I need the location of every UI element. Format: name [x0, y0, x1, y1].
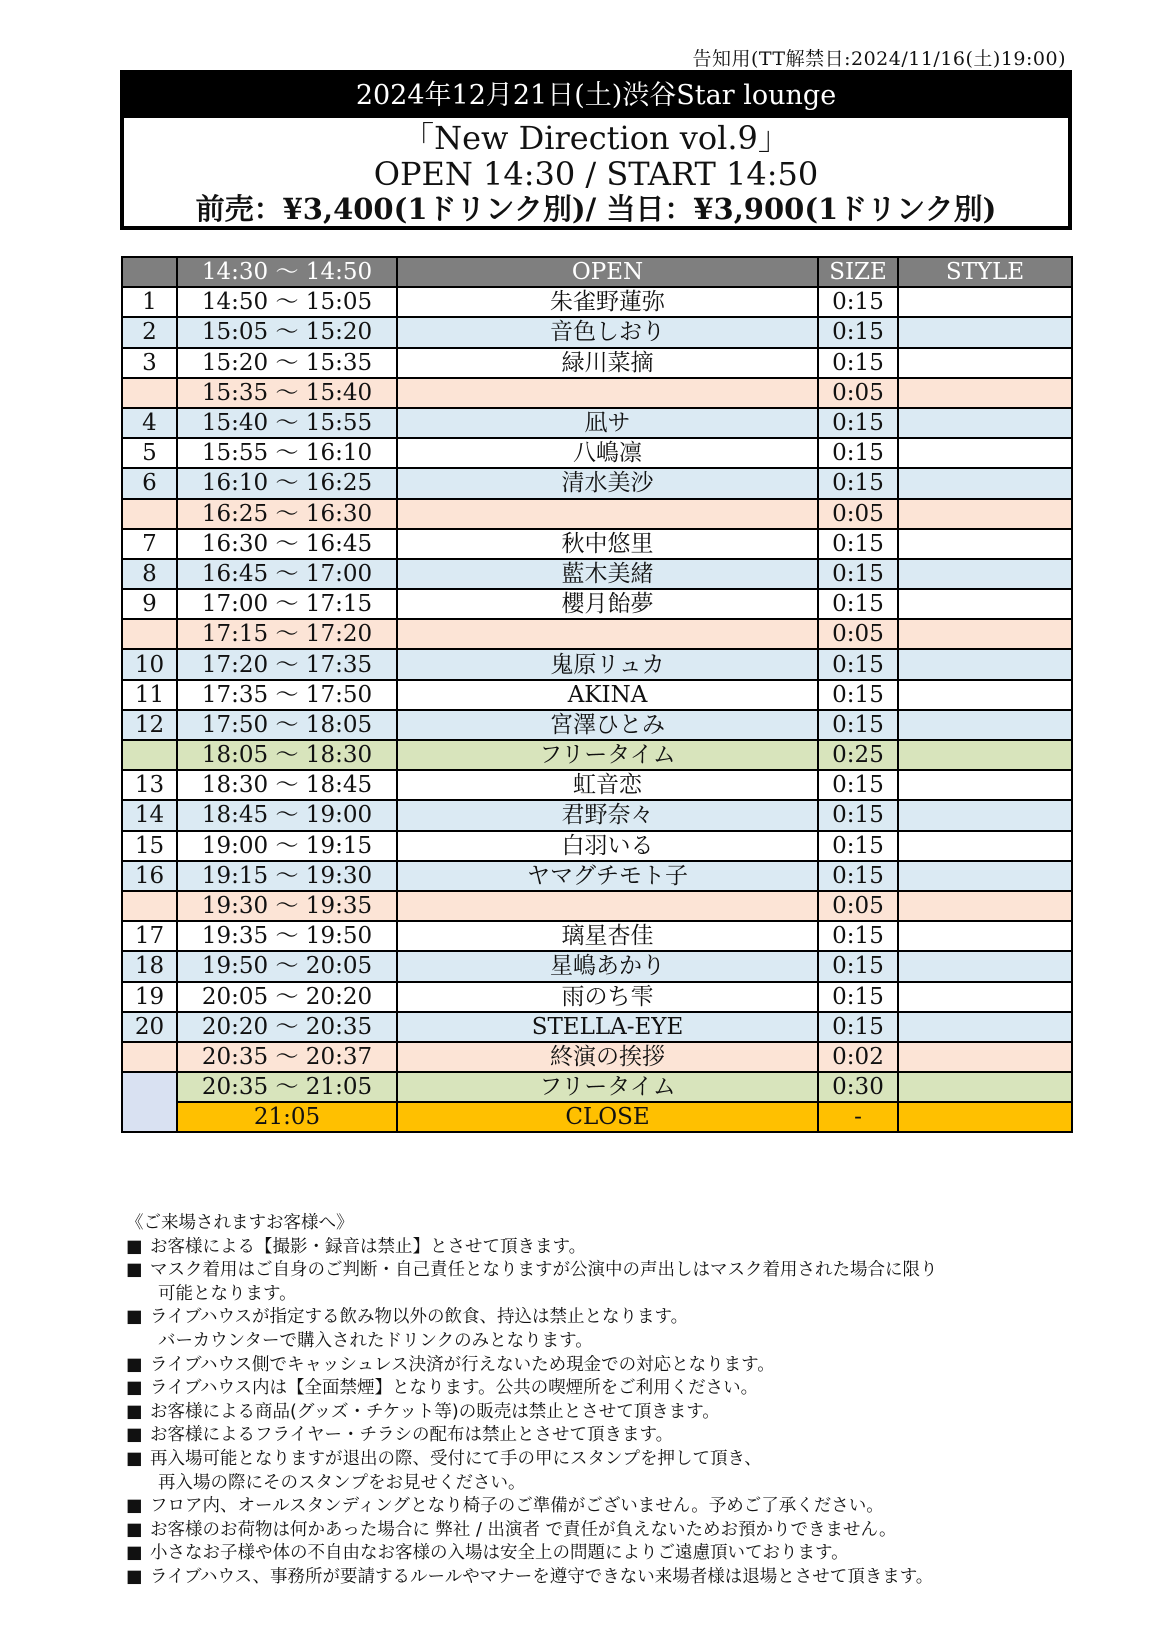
- row-size: 0:25: [818, 740, 898, 770]
- note-text: フロア内、オールスタンディングとなり椅子のご準備がございません。予めご了承ください。: [150, 1496, 884, 1517]
- row-time: 19:30 ～ 19:35: [177, 891, 397, 921]
- row-number: 15: [122, 831, 177, 861]
- row-number: 2: [122, 317, 177, 347]
- event-info: [124, 118, 1068, 226]
- row-style: [898, 710, 1072, 740]
- row-number: 1: [122, 287, 177, 317]
- row-size: 0:05: [818, 891, 898, 921]
- row-number: 10: [122, 649, 177, 679]
- visitor-notes: [126, 1212, 1076, 1590]
- row-number: [122, 740, 177, 770]
- row-style: [898, 317, 1072, 347]
- table-row: [122, 317, 1072, 347]
- table-row: [122, 529, 1072, 559]
- row-time: 16:45 ～ 17:00: [177, 559, 397, 589]
- row-size: 0:15: [818, 861, 898, 891]
- table-row: [122, 831, 1072, 861]
- table-row: [122, 649, 1072, 679]
- note-text: 小さなお子様や体の不自由なお客様の入場は安全上の問題によりご遠慮頂いております。: [150, 1543, 849, 1564]
- table-row: [122, 348, 1072, 378]
- note-item: [126, 1495, 1076, 1519]
- row-performer: 君野奈々: [397, 800, 818, 830]
- header-time: 14:30 ～ 14:50: [177, 257, 397, 287]
- note-item: [126, 1448, 1076, 1495]
- row-performer: [397, 619, 818, 649]
- row-time: 19:00 ～ 19:15: [177, 831, 397, 861]
- header-style: STYLE: [898, 257, 1072, 287]
- note-item: [126, 1306, 1076, 1353]
- row-style: [898, 831, 1072, 861]
- row-performer: フリータイム: [397, 740, 818, 770]
- row-time: 16:25 ～ 16:30: [177, 499, 397, 529]
- row-size: 0:15: [818, 710, 898, 740]
- row-size: 0:15: [818, 770, 898, 800]
- row-size: 0:15: [818, 559, 898, 589]
- row-performer: 清水美沙: [397, 468, 818, 498]
- table-row: [122, 680, 1072, 710]
- timetable-header-row: [122, 257, 1072, 287]
- note-item: [126, 1424, 1076, 1448]
- row-size: 0:15: [818, 800, 898, 830]
- row-performer: 星嶋あかり: [397, 951, 818, 981]
- table-row: [122, 619, 1072, 649]
- row-performer: ヤマグチモト子: [397, 861, 818, 891]
- row-performer: STELLA-EYE: [397, 1012, 818, 1042]
- row-size: 0:15: [818, 348, 898, 378]
- row-number: 17: [122, 921, 177, 951]
- table-row: [122, 710, 1072, 740]
- row-performer: 璃星杏佳: [397, 921, 818, 951]
- row-time: 17:15 ～ 17:20: [177, 619, 397, 649]
- bullet-icon: ■: [126, 1519, 143, 1540]
- row-number: 8: [122, 559, 177, 589]
- row-performer: 秋中悠里: [397, 529, 818, 559]
- event-header: [120, 70, 1072, 230]
- open-start-time: OPEN 14:30 / START 14:50: [373, 155, 819, 193]
- row-size: 0:15: [818, 649, 898, 679]
- note-item: [126, 1236, 1076, 1260]
- row-time: 15:20 ～ 15:35: [177, 348, 397, 378]
- row-number: 4: [122, 408, 177, 438]
- row-style: [898, 1042, 1072, 1072]
- row-style: [898, 649, 1072, 679]
- row-number: [122, 1072, 177, 1132]
- bullet-icon: ■: [126, 1307, 143, 1328]
- note-text: お客様による商品(グッズ・チケット等)の販売は禁止とさせて頂きます。: [150, 1401, 720, 1422]
- row-time: 18:05 ～ 18:30: [177, 740, 397, 770]
- row-number: 7: [122, 529, 177, 559]
- row-style: [898, 559, 1072, 589]
- row-style: [898, 287, 1072, 317]
- row-number: 19: [122, 982, 177, 1012]
- row-performer: 藍木美緒: [397, 559, 818, 589]
- row-performer: 緑川菜摘: [397, 348, 818, 378]
- row-number: 20: [122, 1012, 177, 1042]
- note-text: お客様のお荷物は何かあった場合に 弊社 / 出演者 で責任が負えないためお預かりできません。: [150, 1519, 897, 1540]
- row-size: 0:15: [818, 287, 898, 317]
- row-style: [898, 619, 1072, 649]
- notes-heading: 《ご来場されますお客様へ》: [126, 1213, 354, 1233]
- bullet-icon: ■: [126, 1566, 143, 1587]
- row-size: 0:15: [818, 982, 898, 1012]
- table-row: [122, 408, 1072, 438]
- row-number: [122, 1042, 177, 1072]
- row-size: 0:15: [818, 438, 898, 468]
- row-performer: 櫻月飴夢: [397, 589, 818, 619]
- table-row: [122, 951, 1072, 981]
- row-style: [898, 1072, 1072, 1102]
- row-style: [898, 438, 1072, 468]
- table-row: [122, 891, 1072, 921]
- table-row: [122, 378, 1072, 408]
- note-item: [126, 1354, 1076, 1378]
- row-time: 15:55 ～ 16:10: [177, 438, 397, 468]
- bullet-icon: ■: [126, 1354, 143, 1375]
- announcement-note: 告知用(TT解禁日:2024/11/16(土)19:00): [692, 48, 1066, 70]
- table-row: [122, 982, 1072, 1012]
- table-row: [122, 770, 1072, 800]
- row-style: [898, 891, 1072, 921]
- row-performer: 八嶋凛: [397, 438, 818, 468]
- row-number: 18: [122, 951, 177, 981]
- note-item: [126, 1377, 1076, 1401]
- note-continuation: 再入場の際にそのスタンプをお見せください。: [158, 1472, 526, 1493]
- row-size: 0:05: [818, 619, 898, 649]
- row-style: [898, 861, 1072, 891]
- bullet-icon: ■: [126, 1401, 143, 1422]
- row-time: 17:20 ～ 17:35: [177, 649, 397, 679]
- note-text: お客様による【撮影・録音は禁止】とさせて頂きます。: [150, 1236, 587, 1257]
- row-style: [898, 378, 1072, 408]
- row-time: 19:50 ～ 20:05: [177, 951, 397, 981]
- row-size: 0:02: [818, 1042, 898, 1072]
- table-row: [122, 499, 1072, 529]
- header-size: SIZE: [818, 257, 898, 287]
- ticket-price: 前売：¥3,400(1ドリンク別)/ 当日：¥3,900(1ドリンク別): [195, 192, 997, 226]
- row-time: 16:30 ～ 16:45: [177, 529, 397, 559]
- note-text: ライブハウスが指定する飲み物以外の飲食、持込は禁止となります。: [150, 1307, 689, 1328]
- row-time: 20:35 ～ 21:05: [177, 1072, 397, 1102]
- table-row: [122, 287, 1072, 317]
- row-performer: AKINA: [397, 680, 818, 710]
- bullet-icon: ■: [126, 1425, 143, 1446]
- note-item: [126, 1542, 1076, 1566]
- row-style: [898, 408, 1072, 438]
- row-performer: 白羽いる: [397, 831, 818, 861]
- table-row: [122, 740, 1072, 770]
- row-style: [898, 982, 1072, 1012]
- note-item: [126, 1401, 1076, 1425]
- row-performer: 虹音恋: [397, 770, 818, 800]
- row-time: 17:35 ～ 17:50: [177, 680, 397, 710]
- row-style: [898, 740, 1072, 770]
- row-size: 0:15: [818, 589, 898, 619]
- row-style: [898, 951, 1072, 981]
- table-row: [122, 800, 1072, 830]
- row-number: 3: [122, 348, 177, 378]
- row-size: 0:15: [818, 317, 898, 347]
- row-time: 14:50 ～ 15:05: [177, 287, 397, 317]
- timetable: [121, 256, 1073, 1133]
- note-continuation: バーカウンターで購入されたドリンクのみとなります。: [158, 1330, 593, 1351]
- header-num-cell: [122, 257, 177, 287]
- row-style: [898, 770, 1072, 800]
- row-size: 0:15: [818, 468, 898, 498]
- table-row: [122, 921, 1072, 951]
- row-performer: 音色しおり: [397, 317, 818, 347]
- row-performer: フリータイム: [397, 1072, 818, 1102]
- row-time: 15:40 ～ 15:55: [177, 408, 397, 438]
- row-style: [898, 348, 1072, 378]
- note-item: [126, 1566, 1076, 1590]
- row-time: 15:35 ～ 15:40: [177, 378, 397, 408]
- header-open: OPEN: [397, 257, 818, 287]
- note-text: マスク着用はご自身のご判断・自己責任となりますが公演中の声出しはマスク着用された場合に限り: [150, 1260, 938, 1281]
- row-time: 20:20 ～ 20:35: [177, 1012, 397, 1042]
- row-time: 17:50 ～ 18:05: [177, 710, 397, 740]
- row-number: [122, 378, 177, 408]
- row-number: 14: [122, 800, 177, 830]
- row-performer: [397, 499, 818, 529]
- row-time: 18:30 ～ 18:45: [177, 770, 397, 800]
- note-text: ライブハウス側でキャッシュレス決済が行えないため現金での対応となります。: [150, 1354, 775, 1375]
- row-time: 18:45 ～ 19:00: [177, 800, 397, 830]
- row-style: [898, 529, 1072, 559]
- note-text: お客様によるフライヤー・チラシの配布は禁止とさせて頂きます。: [150, 1425, 674, 1446]
- row-time: 20:35 ～ 20:37: [177, 1042, 397, 1072]
- row-number: 13: [122, 770, 177, 800]
- row-number: [122, 619, 177, 649]
- row-time: 19:15 ～ 19:30: [177, 861, 397, 891]
- table-row: [122, 559, 1072, 589]
- row-size: 0:05: [818, 499, 898, 529]
- row-size: 0:15: [818, 529, 898, 559]
- note-item: [126, 1259, 1076, 1306]
- row-style: [898, 800, 1072, 830]
- row-style: [898, 680, 1072, 710]
- row-size: 0:15: [818, 408, 898, 438]
- row-performer: [397, 891, 818, 921]
- notes-list: [126, 1236, 1076, 1590]
- row-number: 11: [122, 680, 177, 710]
- table-row-free-time: [122, 1072, 1072, 1102]
- note-text: ライブハウス、事務所が要請するルールやマナーを遵守できない来場者様は退場とさせて頂きます。: [150, 1566, 934, 1587]
- row-number: 16: [122, 861, 177, 891]
- row-size: 0:15: [818, 680, 898, 710]
- row-number: 9: [122, 589, 177, 619]
- row-time: 21:05: [177, 1102, 397, 1132]
- table-row: [122, 468, 1072, 498]
- bullet-icon: ■: [126, 1236, 143, 1257]
- table-row: [122, 589, 1072, 619]
- row-style: [898, 1102, 1072, 1132]
- table-row: [122, 1042, 1072, 1072]
- row-performer: CLOSE: [397, 1102, 818, 1132]
- row-number: [122, 499, 177, 529]
- row-number: 5: [122, 438, 177, 468]
- note-text: 再入場可能となりますが退出の際、受付にて手の甲にスタンプを押して頂き、: [150, 1448, 762, 1469]
- row-time: 16:10 ～ 16:25: [177, 468, 397, 498]
- row-time: 19:35 ～ 19:50: [177, 921, 397, 951]
- row-time: 15:05 ～ 15:20: [177, 317, 397, 347]
- row-style: [898, 1012, 1072, 1042]
- row-style: [898, 589, 1072, 619]
- bullet-icon: ■: [126, 1543, 143, 1564]
- row-performer: 雨のち雫: [397, 982, 818, 1012]
- row-time: 17:00 ～ 17:15: [177, 589, 397, 619]
- bullet-icon: ■: [126, 1496, 143, 1517]
- bullet-icon: ■: [126, 1448, 143, 1469]
- row-size: -: [818, 1102, 898, 1132]
- table-row: [122, 861, 1072, 891]
- table-row: [122, 1012, 1072, 1042]
- row-time: 20:05 ～ 20:20: [177, 982, 397, 1012]
- row-style: [898, 499, 1072, 529]
- row-performer: [397, 378, 818, 408]
- note-continuation: 可能となります。: [158, 1283, 297, 1304]
- row-performer: 終演の挨拶: [397, 1042, 818, 1072]
- bullet-icon: ■: [126, 1378, 143, 1399]
- row-size: 0:15: [818, 921, 898, 951]
- row-performer: 鬼原リュカ: [397, 649, 818, 679]
- row-performer: 宮澤ひとみ: [397, 710, 818, 740]
- row-performer: 凪サ: [397, 408, 818, 438]
- row-size: 0:15: [818, 1012, 898, 1042]
- timetable-body: [122, 287, 1072, 1132]
- row-size: 0:15: [818, 831, 898, 861]
- note-item: [126, 1519, 1076, 1543]
- bullet-icon: ■: [126, 1260, 143, 1281]
- table-row: [122, 438, 1072, 468]
- event-title: 「New Direction vol.9」: [402, 119, 790, 157]
- row-number: 6: [122, 468, 177, 498]
- row-style: [898, 468, 1072, 498]
- table-row-close: [122, 1102, 1072, 1132]
- note-text: ライブハウス内は【全面禁煙】となります。公共の喫煙所をご利用ください。: [150, 1378, 759, 1399]
- row-number: [122, 891, 177, 921]
- row-number: 12: [122, 710, 177, 740]
- row-size: 0:15: [818, 951, 898, 981]
- row-style: [898, 921, 1072, 951]
- row-size: 0:30: [818, 1072, 898, 1102]
- row-performer: 朱雀野蓮弥: [397, 287, 818, 317]
- date-venue: 2024年12月21日(土)渋谷Star lounge: [124, 74, 1068, 118]
- row-size: 0:05: [818, 378, 898, 408]
